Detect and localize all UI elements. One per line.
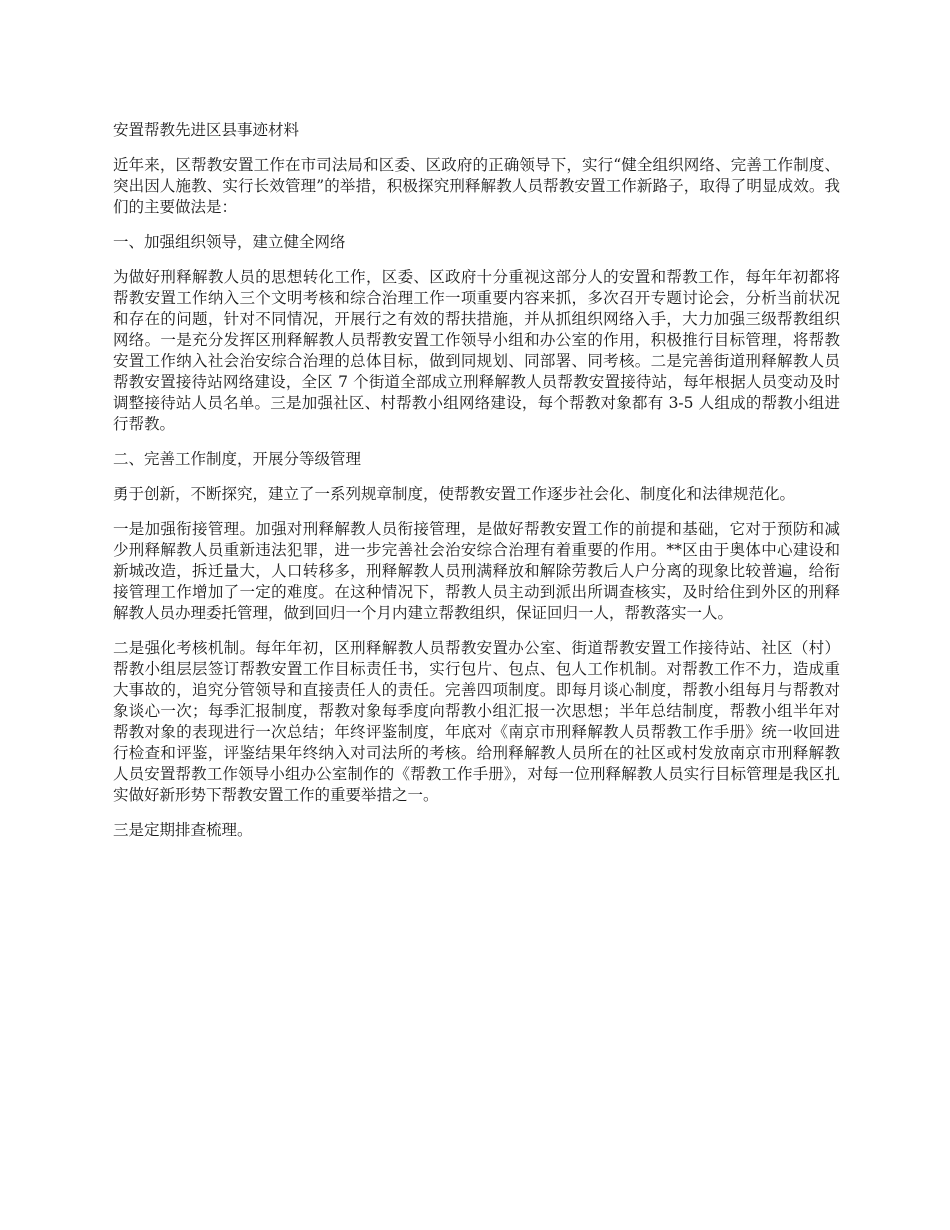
section-2-point-1-paragraph: 一是加强衔接管理。加强对刑释解教人员衔接管理，是做好帮教安置工作的前提和基础，它对于预防和减少刑释解教人员重新违法犯罪，进一步完善社会治安综合治理有着重要的作用。**区由于奥体中心建设和新城改造，拆迁量大，人口转移多，刑释解教人员刑满释放和解除劳教后人户分离的现象比较普遍，给衔接管理工作增加了一定的难度。在这种情况下，帮教人员主动到派出所调查核实，及时给住到外区的刑释解教人员办理委托管理，做到回归一个月内建立帮教组织，保证回归一人，帮教落实一人。 <box>113 520 840 622</box>
intro-paragraph: 近年来，区帮教安置工作在市司法局和区委、区政府的正确领导下，实行“健全组织网络、完善工作制度、突出因人施教、实行长效管理”的举措，积极探究刑释解教人员帮教安置工作新路子，取得了明显成效。我们的主要做法是： <box>113 156 840 216</box>
section-2-intro-paragraph: 勇于创新，不断探究，建立了一系列规章制度，使帮教安置工作逐步社会化、制度化和法律规范化。 <box>113 485 796 503</box>
section-1-paragraph: 为做好刑释解教人员的思想转化工作，区委、区政府十分重视这部分人的安置和帮教工作，每年年初都将帮教安置工作纳入三个文明考核和综合治理工作一项重要内容来抓，多次召开专题讨论会，分析当前状况和存在的问题，针对不同情况，开展行之有效的帮扶措施，并从抓组织网络入手，大力加强三级帮教组织网络。一是充分发挥区刑释解教人员帮教安置工作领导小组和办公室的作用，积极推行目标管理，将帮教安置工作纳入社会治安综合治理的总体目标，做到同规划、同部署、同考核。二是完善街道刑释解教人员帮教安置接待站网络建设，全区 7 个街道全部成立刑释解教人员帮教安置接待站，每年根据人员变动及时调整接待站人员名单。三是加强社区、村帮教小组网络建设，每个帮教对象都有 3-5 人组成的帮教小组进行帮教。 <box>113 268 840 433</box>
section-heading-1: 一、加强组织领导，建立健全网络 <box>113 233 346 251</box>
section-2-point-3-paragraph: 三是定期排查梳理。 <box>113 821 253 839</box>
section-2-point-2-paragraph: 二是强化考核机制。每年年初，区刑释解教人员帮教安置办公室、街道帮教安置工作接待站、社区（村）帮教小组层层签订帮教安置工作目标责任书，实行包片、包点、包人工作机制。对帮教工作不力，造成重大事故的，追究分管领导和直接责任人的责任。完善四项制度。即每月谈心制度，帮教小组每月与帮教对象谈心一次；每季汇报制度，帮教对象每季度向帮教小组汇报一次思想；半年总结制度，帮教小组半年对帮教对象的表现进行一次总结；年终评鉴制度，年底对《南京市刑释解教人员帮教工作手册》统一收回进行检查和评鉴，评鉴结果年终纳入对司法所的考核。给刑释解教人员所在的社区或村发放南京市刑释解教人员安置帮教工作领导小组办公室制作的《帮教工作手册》，对每一位刑释解教人员实行目标管理是我区扎实做好新形势下帮教安置工作的重要举措之一。 <box>113 639 840 804</box>
section-heading-2: 二、完善工作制度，开展分等级管理 <box>113 450 362 468</box>
document-title: 安置帮教先进区县事迹材料 <box>113 121 300 139</box>
document-body <box>113 120 840 855</box>
